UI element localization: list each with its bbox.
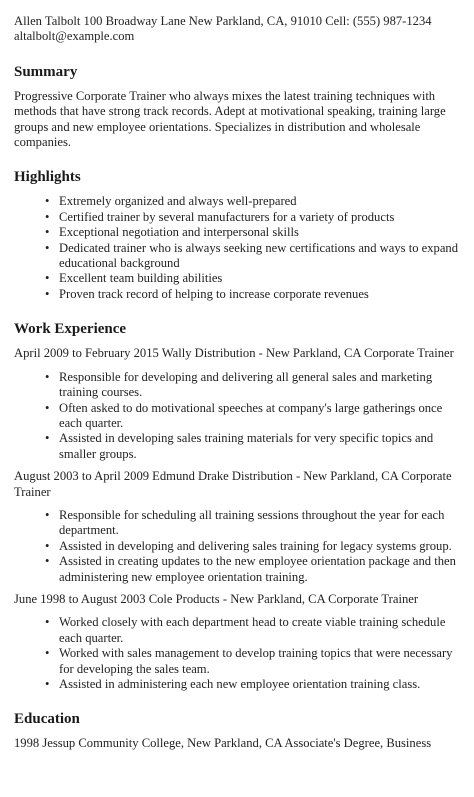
list-item: • Assisted in administering each new employee orientation training class. xyxy=(45,677,464,692)
highlights-heading: Highlights xyxy=(14,169,81,186)
work-experience-section xyxy=(14,320,464,692)
list-item: • Assisted in developing sales training materials for very specific topics and smaller groups. xyxy=(45,431,464,462)
job-header: April 2009 to February 2015 Wally Distribution - New Parkland, CA Corporate Trainer xyxy=(14,346,454,361)
list-item: • Proven track record of helping to increase corporate revenues xyxy=(45,287,464,302)
list-item: • Responsible for scheduling all training sessions throughout the year for each department. xyxy=(45,508,464,539)
education-text: 1998 Jessup Community College, New Parkland, CA Associate's Degree, Business xyxy=(14,736,432,751)
job-header: August 2003 to April 2009 Edmund Drake Distribution - New Parkland, CA Corporate Trainer xyxy=(14,469,452,499)
list-item: • Worked with sales management to develop training topics that were necessary for developing the sales team. xyxy=(45,646,464,677)
job-entry xyxy=(14,469,464,585)
list-item: • Excellent team building abilities xyxy=(45,271,464,286)
education-section xyxy=(14,710,464,751)
list-item: • Assisted in creating updates to the new employee orientation package and then administering new employee orientation training. xyxy=(45,554,464,585)
job-entry xyxy=(14,592,464,692)
list-item: • Assisted in developing and delivering sales training for legacy systems group. xyxy=(45,539,464,554)
list-item: • Dedicated trainer who is always seeking new certifications and ways to expand educational background xyxy=(45,241,464,272)
summary-heading: Summary xyxy=(14,63,78,80)
job-duties-list xyxy=(14,508,464,585)
list-item: • Certified trainer by several manufacturers for a variety of products xyxy=(45,210,464,225)
list-item: • Often asked to do motivational speeches at company's large gatherings once each quarter. xyxy=(45,401,464,432)
summary-text: Progressive Corporate Trainer who always mixes the latest training techniques with methods that have strong track records. Adept at motivational speaking, training large groups and new employee orientations. Specializes in distribution and wholesale companies. xyxy=(14,88,446,150)
highlights-section xyxy=(14,168,464,302)
job-duties-list xyxy=(14,370,464,462)
contact-email: altalbolt@example.com xyxy=(14,29,135,44)
job-header: June 1998 to August 2003 Cole Products - New Parkland, CA Corporate Trainer xyxy=(14,591,419,606)
work-experience-heading: Work Experience xyxy=(14,321,127,338)
list-item: • Worked closely with each department head to create viable training schedule each quarter. xyxy=(45,615,464,646)
contact-block xyxy=(14,14,464,45)
list-item: • Responsible for developing and delivering all general sales and marketing training courses. xyxy=(45,370,464,401)
summary-section xyxy=(14,63,464,151)
education-heading: Education xyxy=(14,711,80,728)
list-item: • Extremely organized and always well-prepared xyxy=(45,194,464,209)
highlights-list xyxy=(14,194,464,302)
list-item: • Exceptional negotiation and interpersonal skills xyxy=(45,225,464,240)
contact-name-address: Allen Talbolt 100 Broadway Lane New Parkland, CA, 91010 Cell: (555) 987-1234 xyxy=(14,14,432,28)
job-entry xyxy=(14,346,464,462)
job-duties-list xyxy=(14,615,464,692)
